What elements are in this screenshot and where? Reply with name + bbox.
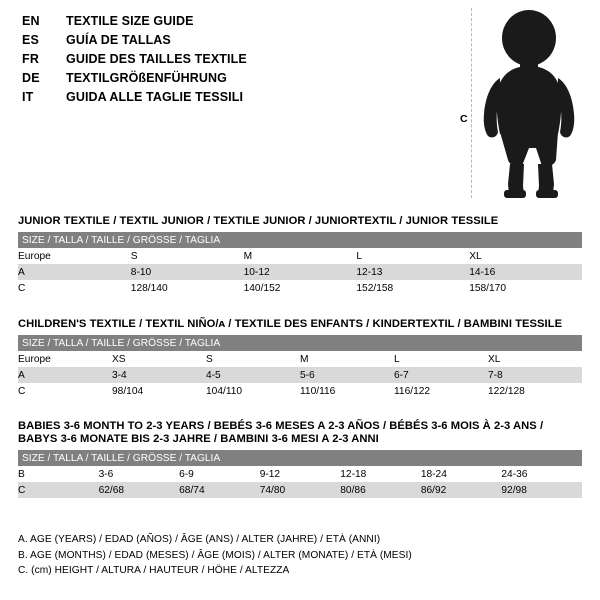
row-label: C bbox=[18, 482, 99, 498]
language-code-it: IT bbox=[22, 90, 34, 104]
table-row bbox=[18, 482, 582, 498]
cell-value: 74/80 bbox=[260, 482, 341, 498]
cell-value: 4-5 bbox=[206, 367, 300, 383]
language-title-it: GUIDA ALLE TAGLIE TESSILI bbox=[66, 90, 244, 104]
cell-value: S bbox=[206, 351, 300, 367]
row-label: B bbox=[18, 466, 99, 482]
language-header-block bbox=[22, 14, 442, 109]
size-header-label-junior: SIZE / TALLA / TAILLE / GRÖSSE / TAGLIA bbox=[18, 232, 582, 248]
cell-value: 128/140 bbox=[131, 280, 244, 296]
cell-value: 110/116 bbox=[300, 383, 394, 399]
cell-value: XS bbox=[112, 351, 206, 367]
cell-value: 6-9 bbox=[179, 466, 260, 482]
cell-value: M bbox=[300, 351, 394, 367]
cell-value: XL bbox=[488, 351, 582, 367]
row-label: Europe bbox=[18, 351, 112, 367]
language-title-fr: GUIDE DES TAILLES TEXTILE bbox=[66, 52, 247, 66]
cell-value: 80/86 bbox=[340, 482, 421, 498]
section-title-junior: JUNIOR TEXTILE / TEXTIL JUNIOR / TEXTILE JUNIOR / JUNIORTEXTIL / JUNIOR TESSILE bbox=[18, 215, 499, 227]
language-row bbox=[22, 14, 442, 33]
cell-value: 62/68 bbox=[99, 482, 180, 498]
size-table-children bbox=[18, 335, 582, 399]
section-junior bbox=[18, 215, 582, 296]
cell-value: 98/104 bbox=[112, 383, 206, 399]
baby-silhouette-icon bbox=[476, 8, 586, 200]
language-row bbox=[22, 90, 442, 109]
section-title-babies-line1: BABIES 3-6 MONTH TO 2-3 YEARS / BEBÉS 3-6 MESES A 2-3 AÑOS / BÉBÉS 3-6 MOIS À 2-3 ANS / bbox=[18, 420, 544, 432]
language-code-fr: FR bbox=[22, 52, 40, 66]
cell-value: 6-7 bbox=[394, 367, 488, 383]
size-table-junior bbox=[18, 232, 582, 296]
table-header-row bbox=[18, 450, 582, 466]
table-row bbox=[18, 280, 582, 296]
table-row bbox=[18, 351, 582, 367]
cell-value: L bbox=[356, 248, 469, 264]
row-label: Europe bbox=[18, 248, 131, 264]
cell-value: 7-8 bbox=[488, 367, 582, 383]
language-code-es: ES bbox=[22, 33, 40, 47]
cell-value: 10-12 bbox=[244, 264, 357, 280]
row-label: C bbox=[18, 280, 131, 296]
cell-value: 158/170 bbox=[469, 280, 582, 296]
table-row bbox=[18, 466, 582, 482]
height-guide-line bbox=[471, 8, 472, 198]
cell-value: L bbox=[394, 351, 488, 367]
cell-value: M bbox=[244, 248, 357, 264]
section-babies bbox=[18, 420, 582, 498]
table-header-row bbox=[18, 335, 582, 351]
cell-value: 12-18 bbox=[340, 466, 421, 482]
cell-value: 14-16 bbox=[469, 264, 582, 280]
section-title-babies-line2: BABYS 3-6 MONATE BIS 2-3 JAHRE / BAMBINI 3-6 MESI A 2-3 ANNI bbox=[18, 433, 379, 445]
legend-line-a: A. AGE (YEARS) / EDAD (AÑOS) / ÂGE (ANS) / ALTER (JAHRE) / ETÀ (ANNI) bbox=[18, 534, 381, 545]
row-label: A bbox=[18, 367, 112, 383]
cell-value: 18-24 bbox=[421, 466, 502, 482]
table-header-row bbox=[18, 232, 582, 248]
section-title-children: CHILDREN'S TEXTILE / TEXTIL NIÑO/ᴀ / TEXTILE DES ENFANTS / KINDERTEXTIL / BAMBINI TESSILE bbox=[18, 318, 563, 330]
language-row bbox=[22, 33, 442, 52]
cell-value: 104/110 bbox=[206, 383, 300, 399]
size-header-label-babies: SIZE / TALLA / TAILLE / GRÖSSE / TAGLIA bbox=[18, 450, 582, 466]
language-code-en: EN bbox=[22, 14, 40, 28]
cell-value: 9-12 bbox=[260, 466, 341, 482]
cell-value: 122/128 bbox=[488, 383, 582, 399]
cell-value: 8-10 bbox=[131, 264, 244, 280]
table-row bbox=[18, 383, 582, 399]
row-label: A bbox=[18, 264, 131, 280]
section-children bbox=[18, 318, 582, 399]
cell-value: 92/98 bbox=[501, 482, 582, 498]
measure-label-c: C bbox=[460, 113, 468, 125]
table-row bbox=[18, 264, 582, 280]
language-title-en: TEXTILE SIZE GUIDE bbox=[66, 14, 194, 28]
cell-value: 152/158 bbox=[356, 280, 469, 296]
language-row bbox=[22, 52, 442, 71]
table-row bbox=[18, 248, 582, 264]
cell-value: 86/92 bbox=[421, 482, 502, 498]
language-title-es: GUÍA DE TALLAS bbox=[66, 33, 171, 47]
cell-value: 3-4 bbox=[112, 367, 206, 383]
legend-block bbox=[18, 532, 582, 579]
cell-value: S bbox=[131, 248, 244, 264]
row-label: C bbox=[18, 383, 112, 399]
legend-line-b: B. AGE (MONTHS) / EDAD (MESES) / ÂGE (MOIS) / ALTER (MONATE) / ETÀ (MESI) bbox=[18, 549, 412, 561]
size-table-babies bbox=[18, 450, 582, 498]
cell-value: 3-6 bbox=[99, 466, 180, 482]
size-header-label-children: SIZE / TALLA / TAILLE / GRÖSSE / TAGLIA bbox=[18, 335, 582, 351]
language-row bbox=[22, 71, 442, 90]
cell-value: 116/122 bbox=[394, 383, 488, 399]
cell-value: 5-6 bbox=[300, 367, 394, 383]
cell-value: XL bbox=[469, 248, 582, 264]
legend-line-c: C. (cm) HEIGHT / ALTURA / HAUTEUR / HÖHE / ALTEZZA bbox=[18, 565, 290, 576]
cell-value: 12-13 bbox=[356, 264, 469, 280]
cell-value: 140/152 bbox=[244, 280, 357, 296]
cell-value: 24-36 bbox=[501, 466, 582, 482]
language-code-de: DE bbox=[22, 71, 40, 85]
measurement-figure bbox=[440, 6, 590, 202]
table-row bbox=[18, 367, 582, 383]
cell-value: 68/74 bbox=[179, 482, 260, 498]
language-title-de: TEXTILGRÖßENFÜHRUNG bbox=[66, 71, 227, 85]
